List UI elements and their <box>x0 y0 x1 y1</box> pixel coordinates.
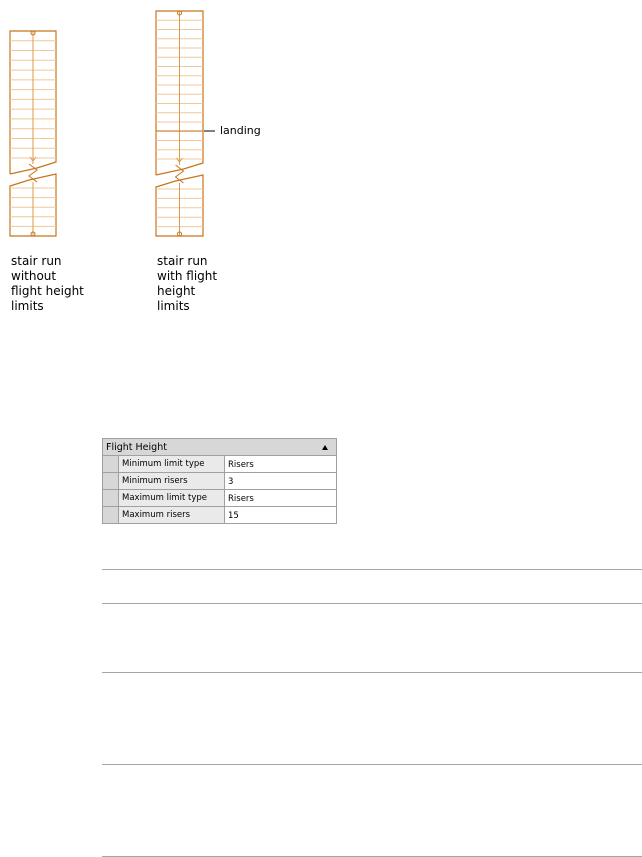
property-label: Minimum risers <box>119 473 225 489</box>
property-row <box>103 490 336 507</box>
property-row <box>103 473 336 490</box>
property-label: Minimum limit type <box>119 456 225 472</box>
property-value[interactable]: Risers <box>228 494 254 504</box>
caption-line: stair run <box>11 254 62 268</box>
table-rule <box>102 672 642 673</box>
row-gutter <box>103 490 119 506</box>
caption-line: limits <box>157 299 190 313</box>
row-gutter <box>103 507 119 523</box>
row-gutter <box>103 456 119 472</box>
palette-category-title: Flight Height <box>106 441 167 453</box>
caption-line: height <box>157 284 196 298</box>
stair-run-with-limits <box>156 11 203 236</box>
property-label: Maximum risers <box>119 507 225 523</box>
flight-height-property-palette <box>102 438 337 524</box>
collapse-arrow-icon[interactable] <box>322 445 328 450</box>
stair-run-without-limits <box>10 31 56 236</box>
property-value[interactable]: 3 <box>228 477 234 487</box>
caption-line: with flight <box>157 269 218 283</box>
landing-callout-label: landing <box>220 124 261 137</box>
property-label: Maximum limit type <box>119 490 225 506</box>
table-rule <box>102 603 642 604</box>
caption-line: stair run <box>157 254 208 268</box>
table-rule <box>102 764 642 765</box>
right-stair-caption <box>157 254 217 314</box>
caption-line: flight height <box>11 284 84 298</box>
property-value[interactable]: 15 <box>228 511 239 521</box>
table-rule <box>102 569 642 570</box>
caption-line: limits <box>11 299 44 313</box>
palette-category-header[interactable] <box>103 439 336 456</box>
property-row <box>103 456 336 473</box>
caption-line: without <box>11 269 57 283</box>
stair-run-illustrations <box>0 0 642 330</box>
row-gutter <box>103 473 119 489</box>
property-row <box>103 507 336 523</box>
left-stair-caption <box>11 254 84 314</box>
property-value[interactable]: Risers <box>228 460 254 470</box>
